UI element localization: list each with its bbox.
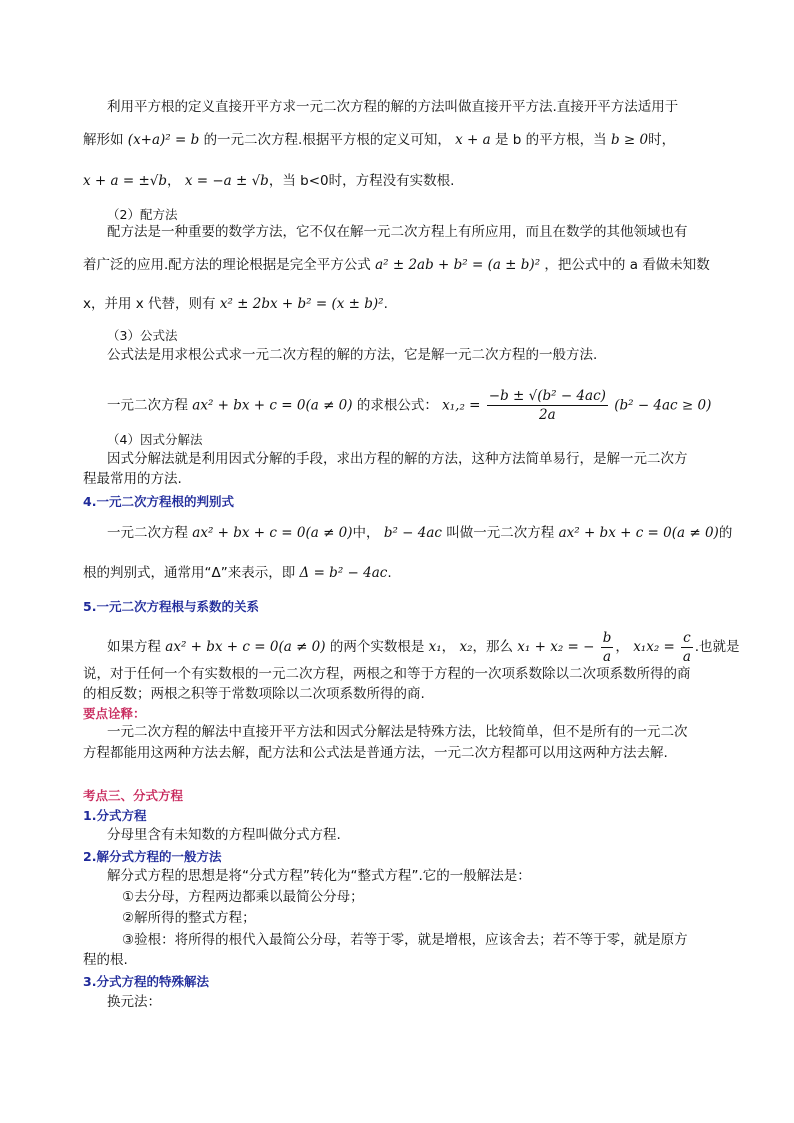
k3-text2: 解分式方程的思想是将“分式方程”转化为“整式方程”.它的一般解法是： xyxy=(107,868,531,884)
s3-line1: 公式法是用求根公式求一元二次方程的解的方法，它是解一元二次方程的一般方法. xyxy=(107,347,598,363)
heading-discriminant: 4.一元二次方程根的判别式 xyxy=(83,494,234,509)
heading-general-method: 2.解分式方程的一般方法 xyxy=(83,849,222,864)
heading-vieta: 5.一元二次方程根与系数的关系 xyxy=(83,599,259,614)
h5-line2: 说，对于任何一个有实数根的一元二次方程，两根之和等于方程的一次项系数除以二次项系数所得的商 xyxy=(83,666,691,682)
note-line1: 一元二次方程的解法中直接开平方法和因式分解法是特殊方法，比较简单，但不是所有的一元二次 xyxy=(107,724,688,740)
s2-line1: 配方法是一种重要的数学方法，它不仅在解一元二次方程上有所应用，而且在数学的其他领域也有 xyxy=(107,224,688,240)
heading-key-points: 要点诠释： xyxy=(83,706,146,721)
s4-line1: 因式分解法就是利用因式分解的手段，求出方程的解的方法，这种方法简单易行，是解一元二次方 xyxy=(107,451,688,467)
h5-line3: 的相反数；两根之积等于常数项除以二次项系数所得的商. xyxy=(83,686,425,702)
k3-step3: ③验根：将所得的根代入最简公分母，若等于零，就是增根，应该舍去；若不等于零，就是原方 xyxy=(122,932,688,948)
fraction-c-over-a: $\frac{c}{a}$ xyxy=(682,629,691,665)
note-line2: 方程都能用这两种方法去解，配方法和公式法是普通方法，一元二次方程都可以用这两种方法去解. xyxy=(83,745,668,761)
h5-line1: 如果方程 ax² + bx + c = 0(a ≠ 0) 的两个实数根是 x₁， x₂，那么 x₁ + x₂ = − $\frac{b}{a}$ ， x₁x₂ = $\frac{c}{a}$ .也就是 xyxy=(107,629,740,665)
k3-text1: 分母里含有未知数的方程叫做分式方程. xyxy=(107,827,341,843)
s4-line2: 程最常用的方法. xyxy=(83,471,182,487)
fraction-b-over-a: $\frac{b}{a}$ xyxy=(602,629,612,665)
k3-step1: ①去分母，方程两边都乘以最简公分母； xyxy=(122,889,364,905)
k3-text3: 换元法： xyxy=(107,994,161,1010)
k3-step3-cont: 程的根. xyxy=(83,952,128,968)
section-title-formula: （3）公式法 xyxy=(107,328,178,343)
p1-line1: 利用平方根的定义直接开平方求一元二次方程的解的方法叫做直接开平方法.直接开平方法适用于 xyxy=(107,99,679,115)
section-title-completing-square: （2）配方法 xyxy=(107,207,178,222)
heading-special-method: 3.分式方程的特殊解法 xyxy=(83,974,209,989)
h4-line1: 一元二次方程 ax² + bx + c = 0(a ≠ 0)中， b² − 4ac 叫做一元二次方程 ax² + bx + c = 0(a ≠ 0)的 xyxy=(107,525,733,541)
section-title-factoring: （4）因式分解法 xyxy=(107,432,203,447)
formula-square: (x+a)² = b xyxy=(127,132,200,148)
k3-step2: ②解所得的整式方程； xyxy=(122,910,256,926)
p1-line3: x + a = ±√b， x = −a ± √b，当 b<0时，方程没有实数根. xyxy=(83,173,455,189)
p1-line2: 解形如 (x+a)² = b 的一元二次方程.根据平方根的定义可知， x + a 是 b 的平方根，当 b ≥ 0时， xyxy=(83,132,676,148)
s3-line2: 一元二次方程 ax² + bx + c = 0(a ≠ 0) 的求根公式： x₁,₂ = $\frac{\text{−b ± √(b² − 4ac)}}{2a}$ (b² − 4ac ≥ 0) xyxy=(107,388,712,423)
quadratic-formula-fraction: $\frac{\text{−b ± √(b² − 4ac)}}{2a}$ xyxy=(488,388,606,423)
s2-line3: x，并用 x 代替，则有 x² ± 2bx + b² = (x ± b)². xyxy=(83,296,388,312)
h4-line2: 根的判别式，通常用“Δ”来表示，即 Δ = b² − 4ac. xyxy=(83,565,392,581)
heading-fractional-equation: 1.分式方程 xyxy=(83,808,147,823)
heading-exam-point-3: 考点三、分式方程 xyxy=(83,788,184,803)
s2-line2: 着广泛的应用.配方法的理论根据是完全平方公式 a² ± 2ab + b² = (a ± b)² ，把公式中的 a 看做未知数 xyxy=(83,257,710,273)
